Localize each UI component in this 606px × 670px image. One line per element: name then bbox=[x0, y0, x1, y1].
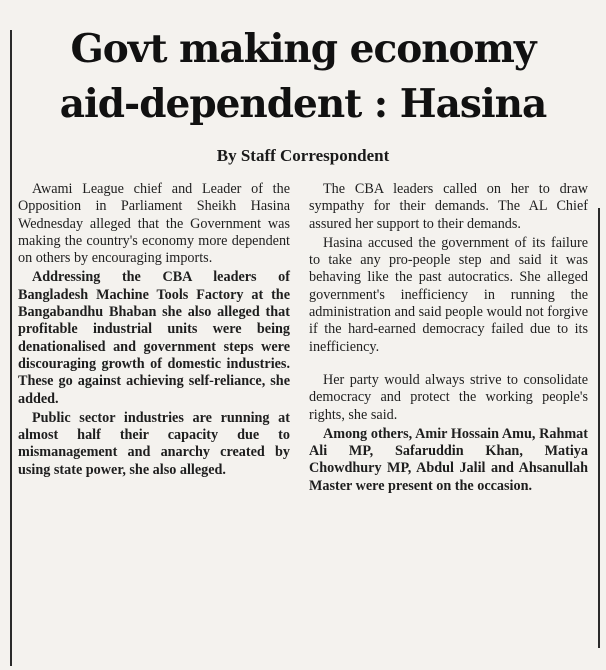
left-paragraph-2: Addressing the CBA leaders of Bangladesh Machine Tools Factory at the Bangabandhu Bhaban she also alleged that profitable industrial units were being denationalised and government steps were discouraging growth of domestic industries. These go against achieving self-reliance, she added. bbox=[18, 269, 290, 407]
byline: By Staff Correspondent bbox=[216, 146, 390, 165]
right-column-rule bbox=[598, 208, 600, 648]
left-column-rule bbox=[10, 30, 12, 666]
right-paragraph-4: Among others, Amir Hossain Amu, Rahmat Ali MP, Safaruddin Khan, Matiya Chowdhury MP, Abdul Jalil and Ahsanullah Master were present on the occasion. bbox=[309, 425, 588, 494]
left-paragraph-1: Awami League chief and Leader of the Opposition in Parliament Sheikh Hasina Wednesday alleged that the Government was making the country's economy more dependent on others by encouraging imports. bbox=[18, 181, 290, 267]
headline-line-1: Govt making economy bbox=[70, 26, 536, 72]
headline-line-2: aid-dependent : Hasina bbox=[59, 81, 547, 127]
left-column bbox=[18, 181, 290, 479]
headline bbox=[14, 22, 592, 132]
right-paragraph-3: Her party would always strive to consolidate democracy and protect the working people's rights, she said. bbox=[309, 371, 588, 423]
left-paragraph-3: Public sector industries are running at almost half their capacity due to mismanagement and anarchy created by using state power, she also alleged. bbox=[18, 409, 290, 478]
right-paragraph-2: Hasina accused the government of its failure to take any pro-people step and said it was behaving like the past autocratics. She alleged government's inefficiency in running the administration and said people would not forgive if the hard-earned democracy failed due to its inefficiency. bbox=[309, 234, 588, 355]
right-paragraph-1: The CBA leaders called on her to draw sympathy for their demands. The AL Chief assured her support to their demands. bbox=[309, 181, 588, 232]
right-column bbox=[309, 181, 588, 495]
